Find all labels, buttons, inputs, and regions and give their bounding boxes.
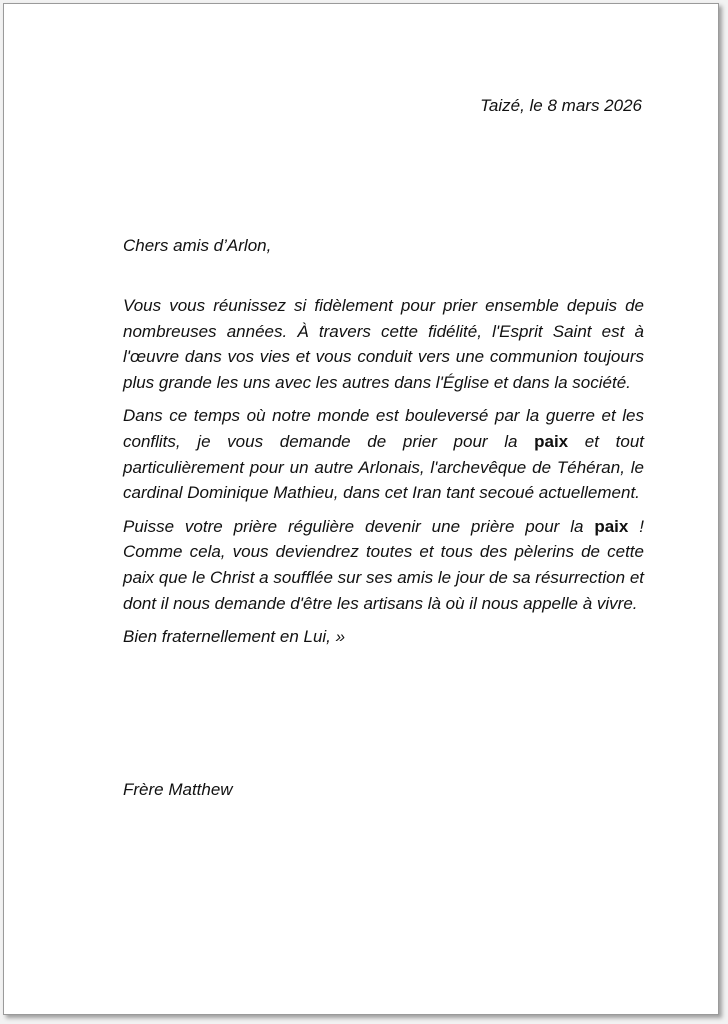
- paragraph-2-emphasis: paix: [534, 431, 569, 451]
- letter-body: [123, 293, 644, 658]
- closing-line: Bien fraternellement en Lui, »: [123, 627, 346, 647]
- paragraph-3-emphasis: paix: [594, 516, 629, 536]
- paragraph-2-text-after: et tout particulièrement pour un autre Arlonais, l'archevêque de Téhéran, le cardinal Dominique Mathieu, dans cet Iran tant secoué actuellement.: [123, 431, 644, 503]
- paragraph-3-text-after: ! Comme cela, vous deviendrez toutes et tous des pèlerins de cette paix que le Christ a soufflée sur ses amis le jour de sa résurrection et dont il nous demande d'être les artisans là où il nous appelle à vivre.: [123, 516, 644, 613]
- letter-date: Taizé, le 8 mars 2026: [480, 96, 642, 115]
- paragraph-2-text-before: Dans ce temps où notre monde est bouleversé par la guerre et les conflits, je vous demande de prier pour la: [123, 406, 644, 451]
- letter-salutation: Chers amis d’Arlon,: [123, 236, 272, 255]
- letter-page: [3, 3, 719, 1015]
- paragraph-1: Vous vous réunissez si fidèlement pour prier ensemble depuis de nombreuses années. À travers cette fidélité, l'Esprit Saint est à l'œuvre dans vos vies et vous conduit vers une communion toujours plus grande les uns avec les autres dans l'Église et dans la société.: [123, 296, 644, 392]
- letter-signature: Frère Matthew: [123, 780, 233, 799]
- paragraph-3: [123, 514, 644, 616]
- paragraph-2: [123, 403, 644, 505]
- paragraph-3-text-before: Puisse votre prière régulière devenir une prière pour la: [123, 516, 595, 536]
